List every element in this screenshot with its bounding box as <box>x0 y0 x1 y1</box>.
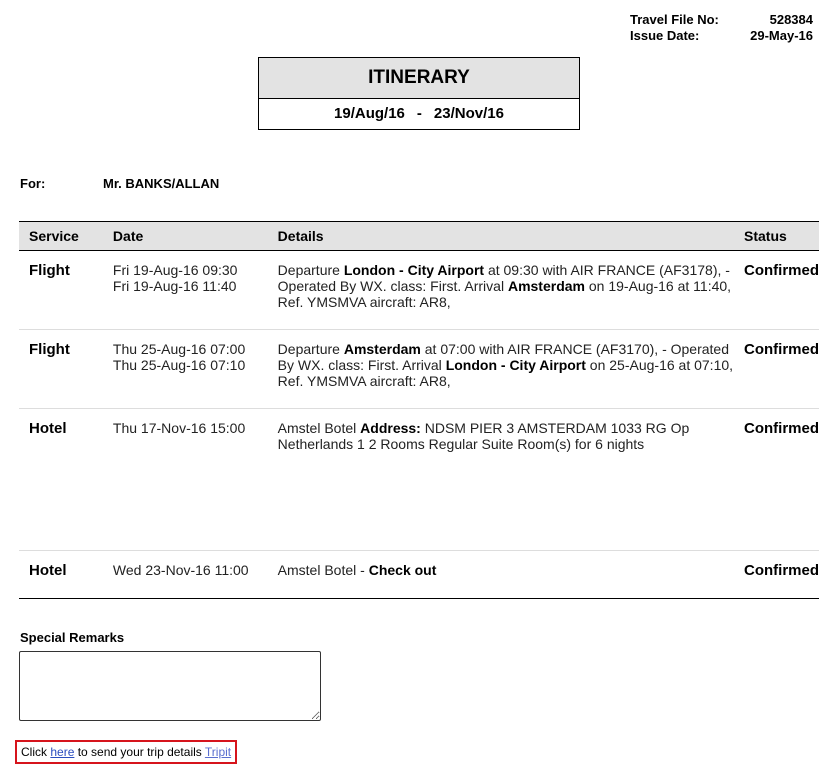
header-status: Status <box>744 222 819 251</box>
details-cell: Amstel Botel - Check out <box>278 551 744 599</box>
status-value: Confirmed <box>744 262 819 279</box>
service-type: Flight <box>29 262 70 279</box>
table-row <box>19 251 819 330</box>
table-row <box>19 330 819 409</box>
service-type: Hotel <box>29 420 67 437</box>
details-cell: Amstel Botel Address: NDSM PIER 3 AMSTERDAM 1033 RG Op Netherlands 1 2 Rooms Regular Suite Room(s) for 6 nights <box>278 409 744 551</box>
date-line: Wed 23-Nov-16 11:00 <box>112 562 249 578</box>
travel-file-row <box>630 12 813 28</box>
issue-date-label: Issue Date: <box>630 28 700 43</box>
passenger-label: For: <box>20 176 46 191</box>
itinerary-end-date: 23/Nov/16 <box>433 105 504 122</box>
issue-date-value: 29-May-16 <box>750 28 813 43</box>
table-row <box>19 409 819 551</box>
tripit-prefix: Click <box>21 745 51 759</box>
details-cell: Departure Amsterdam at 07:00 with AIR FRANCE (AF3170), - Operated By WX. class: First. Arrival London - City Airport on 25-Aug-16 at 07:10, Ref. YMSMVA aircraft: AR8, <box>278 330 744 409</box>
tripit-link[interactable]: Tripit <box>204 745 232 759</box>
header-date: Date <box>113 222 278 251</box>
special-remarks-label: Special Remarks <box>20 630 125 645</box>
here-link[interactable]: here <box>50 745 75 759</box>
tripit-notice <box>15 740 237 764</box>
special-remarks-input[interactable] <box>19 651 321 721</box>
itinerary-dates <box>259 99 579 129</box>
status-value: Confirmed <box>744 562 819 579</box>
itinerary-box <box>258 57 580 130</box>
date-line: Fri 19-Aug-16 09:30 <box>112 262 238 278</box>
tripit-middle: to send your trip details <box>74 745 205 759</box>
itinerary-title: ITINERARY <box>259 58 579 99</box>
table-header-row <box>19 222 819 251</box>
details-cell: Departure London - City Airport at 09:30 with AIR FRANCE (AF3178), - Operated By WX. class: First. Arrival Amsterdam on 19-Aug-16 at 11:40, Ref. YMSMVA aircraft: AR8, <box>278 251 744 330</box>
passenger-name: Mr. BANKS/ALLAN <box>103 176 220 191</box>
date-line: Fri 19-Aug-16 11:40 <box>112 278 237 294</box>
table-row <box>19 551 819 599</box>
service-type: Hotel <box>29 562 67 579</box>
itinerary-table <box>19 221 819 599</box>
passenger-line <box>20 176 219 191</box>
issue-date-row <box>630 28 813 44</box>
date-line: Thu 25-Aug-16 07:10 <box>112 357 246 373</box>
itinerary-date-separator: - <box>416 105 422 122</box>
travel-file-value: 528384 <box>769 12 813 27</box>
file-info <box>630 12 813 44</box>
travel-file-label: Travel File No: <box>630 12 719 27</box>
header-service: Service <box>19 222 113 251</box>
date-line: Thu 17-Nov-16 15:00 <box>112 420 246 436</box>
itinerary-start-date: 19/Aug/16 <box>334 105 405 122</box>
header-details: Details <box>278 222 744 251</box>
date-line: Thu 25-Aug-16 07:00 <box>112 341 246 357</box>
service-type: Flight <box>29 341 70 358</box>
status-value: Confirmed <box>744 420 819 437</box>
status-value: Confirmed <box>744 341 819 358</box>
